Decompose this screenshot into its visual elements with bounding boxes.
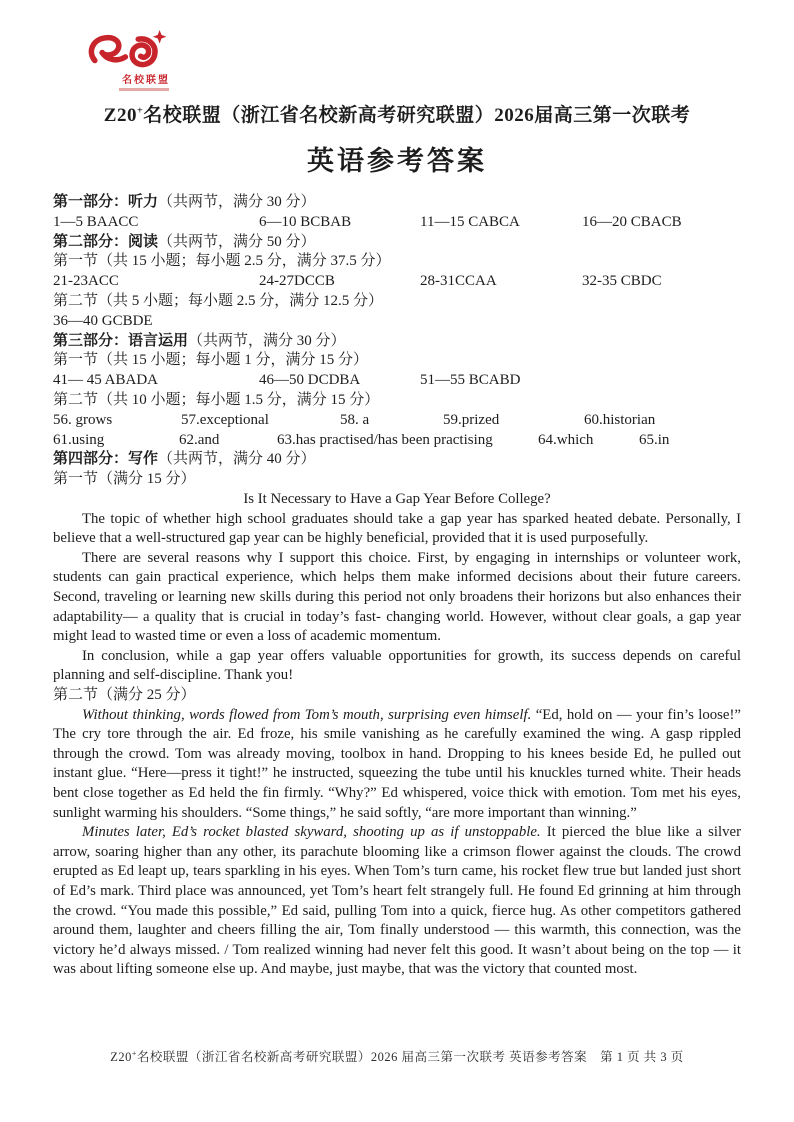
footer-text: 名校联盟（浙江省名校新高考研究联盟）2026 届高三第一次联考 英语参考答案 第 1 页 共 3 页 — [136, 1050, 684, 1064]
footer-sup: + — [131, 1048, 137, 1058]
essay-2-p2-italic-lead: Minutes later, Ed’s rocket blasted skyward, shooting up as if unstoppable. — [82, 824, 541, 841]
answer-group: 21-23ACC — [53, 273, 119, 290]
cloze-reading-answers: 36—40 GCBDE — [53, 312, 153, 329]
answer-group: 24-27DCCB — [259, 273, 335, 290]
section-4-sub1: 第一节（满分 15 分） — [53, 471, 196, 488]
section-2-label: 第二部分：阅读 — [53, 233, 159, 250]
grammar-fill-answers-row-2 — [53, 431, 741, 451]
section-3-header — [53, 332, 741, 352]
model-essay-1 — [53, 490, 741, 686]
answer-group: 32-35 CBDC — [582, 273, 662, 290]
section-4-meta: （共两节，满分 40 分） — [158, 451, 316, 468]
grammar-fill-answers-row-1 — [53, 411, 741, 431]
essay-2-paragraph-1 — [53, 706, 741, 824]
essay-2-paragraph-2 — [53, 823, 741, 980]
section-2-sub2: 第二节（共 5 小题；每小题 2.5 分，满分 12.5 分） — [53, 292, 384, 309]
page-footer — [0, 1047, 794, 1065]
logo-star-icon — [153, 30, 166, 43]
logo-alliance-text: 名校联盟 — [122, 75, 170, 86]
section-3-label: 第三部分：语言运用 — [53, 332, 189, 349]
section-2-sub1: 第一节（共 15 小题；每小题 2.5 分，满分 37.5 分） — [53, 253, 391, 270]
answer-group: 6—10 BCBAB — [259, 213, 352, 230]
answer-item: 61.using — [53, 431, 105, 448]
listening-answers-row — [53, 213, 741, 233]
essay-1-paragraph-3: In conclusion, while a gap year offers valuable opportunities for growth, its success depends on careful planning and self-discipline. Thank you! — [53, 647, 741, 684]
essay-1-paragraph-1: The topic of whether high school graduates should take a gap year has sparked heated debate. Personally, I believe that a well-structured gap year can be highly beneficial, provided that it is used purposefully. — [53, 510, 741, 547]
logo-tagline-bar — [119, 88, 169, 91]
section-3-sub1: 第一节（共 15 小题；每小题 1 分，满分 15 分） — [53, 352, 369, 369]
answer-item: 59.prized — [443, 411, 500, 428]
answer-item: 65.in — [639, 431, 670, 448]
answer-item: 57.exceptional — [181, 411, 269, 428]
section-1-header — [53, 193, 741, 213]
answer-item: 62.and — [179, 431, 220, 448]
model-essay-2 — [53, 706, 741, 980]
page-title-rest: 名校联盟（浙江省名校新高考研究联盟）2026届高三第一次联考 — [143, 105, 691, 126]
answer-key-body — [53, 193, 741, 980]
section-3-sub2: 第二节（共 10 小题；每小题 1.5 分，满分 15 分） — [53, 391, 380, 408]
answer-item: 64.which — [538, 431, 594, 448]
section-4-sub2: 第二节（满分 25 分） — [53, 686, 196, 703]
answer-group: 11—15 CABCA — [420, 213, 520, 230]
answer-item: 60.historian — [584, 411, 656, 428]
z20-alliance-logo — [86, 30, 170, 91]
essay-1-paragraph-2: There are several reasons why I support this choice. First, by engaging in internships or volunteer work, students can gain practical experience, which helps them make informed decisions about their future careers. Second, traveling or learning new skills during this period not only broadens their horizons but also enhances their adaptability— a quality that is crucial in today’s fast- changing world. However, without clear goals, a gap year might lead to wasted time or even a loss of academic momentum. — [53, 549, 741, 645]
section-2-meta: （共两节，满分 50 分） — [158, 233, 316, 250]
section-3-meta: （共两节，满分 30 分） — [188, 332, 346, 349]
answer-group: 51—55 BCABD — [420, 372, 521, 389]
answer-key-title: 英语参考答案 — [307, 146, 487, 176]
section-1-label: 第一部分：听力 — [53, 194, 159, 210]
section-4-header — [53, 450, 741, 470]
logo-swirl-0 — [132, 39, 155, 65]
section-2-header — [53, 233, 741, 253]
answer-group: 28-31CCAA — [420, 273, 497, 290]
footer-prefix: Z20 — [110, 1050, 132, 1064]
essay-1-title: Is It Necessary to Have a Gap Year Before College? — [243, 490, 551, 507]
answer-item: 63.has practised/has been practising — [277, 431, 493, 448]
page-title — [53, 100, 741, 127]
page-title-sup: + — [136, 105, 144, 117]
answer-item: 56. grows — [53, 411, 113, 428]
logo-swirl-icon — [86, 30, 166, 74]
answer-group: 1—5 BAACC — [53, 213, 139, 230]
page-title-prefix: Z20 — [103, 105, 137, 126]
answer-group: 41— 45 ABADA — [53, 372, 159, 389]
essay-2-p2-body: It pierced the blue like a silver arrow, soaring higher than any other, its parachute blooming like a crimson flower against the clouds. The crowd erupted as Ed leapt up, tears sparkling in his eyes. When Tom’s turn came, his rocket flew true but landed just short of Ed’s mark. Third place was announced, yet Tom’s heart felt strangely full. He found Ed grinning at him through the crowd. “You made this possible,” Ed said, pulling Tom into a quick, fierce hug. As other competitors gathered around them, laughter and cheers filling the air, Tom finally understood — this warmth, this connection, was the victory he’d always missed. / Tom realized winning had never felt this good. It wasn’t about being on the top — it was about lifting someone else up. And maybe, just maybe, that was the victory that counted most. — [53, 824, 741, 978]
essay-2-p1-body: “Ed, hold on — your fin’s loose!” The cry tore through the air. Ed froze, his smile vanishing as he carefully examined the wing. A gasp rippled through the crowd. Tom was already moving, toolbox in hand. Dropping to his knees beside Ed, he pulled out instant glue. “Here—press it tight!” he instructed, squeezing the tube until his knuckles turned white. Their heads bent close together as Ed held the fin firmly. “Why?” Ed whispered, voice thick with emotion. Tom met his eyes, sunlight warming his shoulders. “Some things,” he said softly, “are more important than winning.” — [53, 706, 741, 821]
section-4-label: 第四部分：写作 — [53, 451, 159, 468]
essay-2-p1-italic-lead: Without thinking, words flowed from Tom’s mouth, surprising even himself. — [82, 706, 532, 723]
section-1-meta: （共两节，满分 30 分） — [158, 194, 316, 210]
answer-group: 16—20 CBACB — [582, 213, 682, 230]
cloze-answers-row — [53, 371, 741, 391]
reading-answers-row — [53, 272, 741, 292]
answer-item: 58. a — [340, 411, 370, 428]
answer-group: 46—50 DCDBA — [259, 372, 361, 389]
